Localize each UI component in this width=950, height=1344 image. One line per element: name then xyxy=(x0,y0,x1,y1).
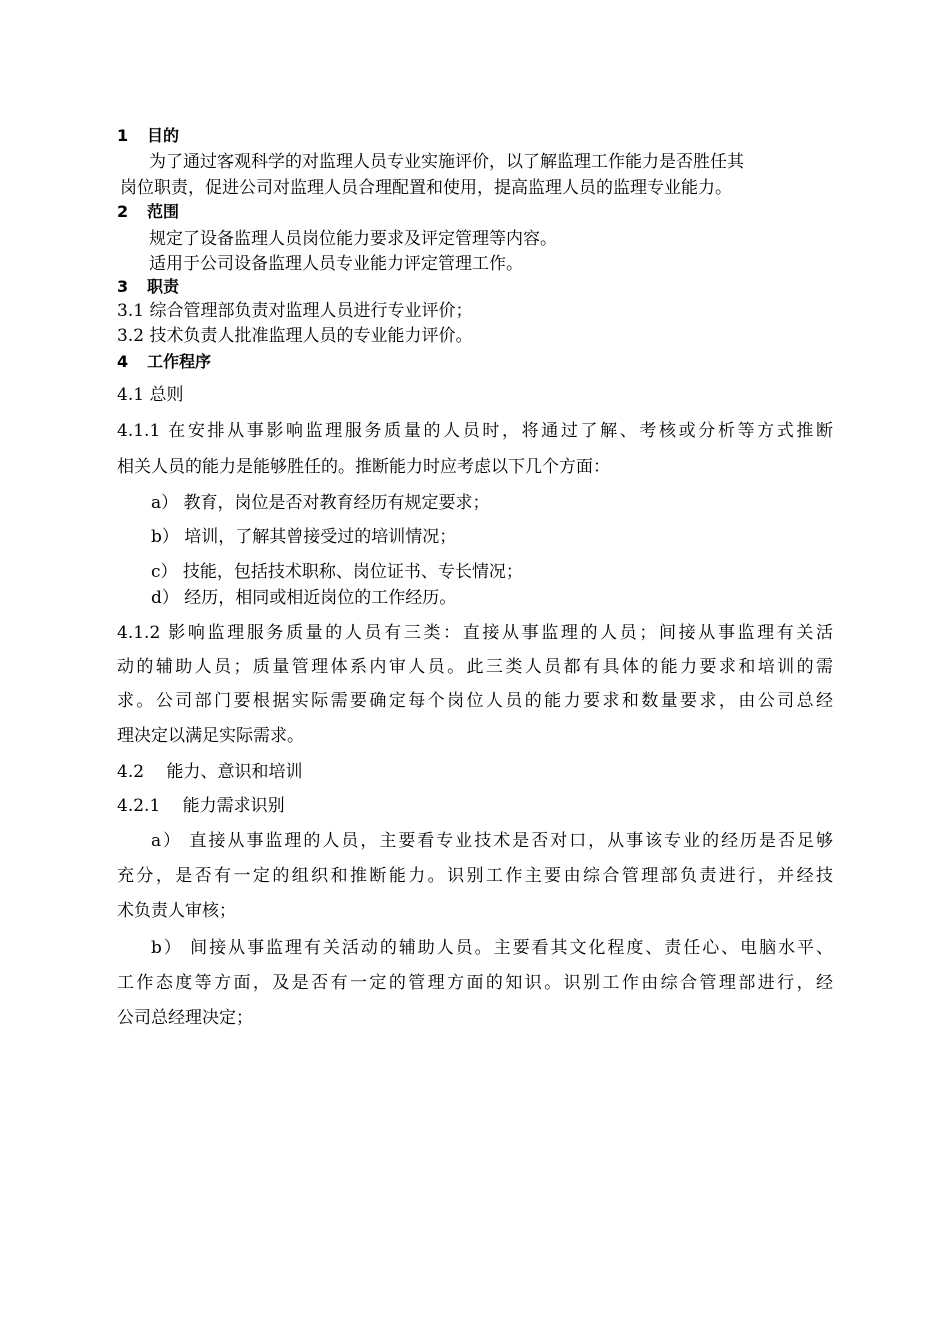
section-4-1-2-line-2: 动的辅助人员；质量管理体系内审人员。此三类人员都有具体的能力要求和培训的需 xyxy=(117,657,833,677)
section-4-2-1-title: 4.2.1 能力需求识别 xyxy=(117,796,285,816)
section-4-heading xyxy=(117,351,211,373)
section-1-heading xyxy=(117,125,179,147)
section-1-paragraph-line-1: 为了通过客观科学的对监理人员专业实施评价，以了解监理工作能力是否胜任其 xyxy=(149,152,744,172)
section-1-title: 目的 xyxy=(147,126,180,145)
section-1-paragraph-line-2: 岗位职责，促进公司对监理人员合理配置和使用，提高监理人员的监理专业能力。 xyxy=(120,178,732,198)
section-4-2-title: 4.2 能力、意识和培训 xyxy=(117,762,303,782)
list-item-a: a） 教育，岗位是否对教育经历有规定要求； xyxy=(151,493,490,513)
section-3-item-1: 3.1 综合管理部负责对监理人员进行专业评价； xyxy=(117,301,473,321)
section-4-1-2-line-1: 4.1.2 影响监理服务质量的人员有三类：直接从事监理的人员；间接从事监理有关活 xyxy=(117,623,833,643)
section-4-1-1-line-2: 相关人员的能力是能够胜任的。推断能力时应考虑以下几个方面： xyxy=(117,457,610,477)
list-item-d: d） 经历，相同或相近岗位的工作经历。 xyxy=(151,588,457,608)
section-4-2-1-a-line-1: a） 直接从事监理的人员，主要看专业技术是否对口，从事该专业的经历是否足够 xyxy=(151,831,833,851)
section-3-item-2: 3.2 技术负责人批准监理人员的专业能力评价。 xyxy=(117,326,473,346)
section-4-1-2-line-3: 求。公司部门要根据实际需要确定每个岗位人员的能力要求和数量要求，由公司总经 xyxy=(117,691,833,711)
section-3-heading xyxy=(117,276,179,298)
section-3-number: 3 xyxy=(117,277,129,296)
section-4-2-1-b-line-1: b） 间接从事监理有关活动的辅助人员。主要看其文化程度、责任心、电脑水平、 xyxy=(151,938,833,958)
section-4-2-1-b-line-3: 公司总经理决定； xyxy=(117,1008,253,1028)
section-2-title: 范围 xyxy=(147,202,180,221)
section-4-title: 工作程序 xyxy=(147,352,212,371)
section-2-paragraph-line-1: 规定了设备监理人员岗位能力要求及评定管理等内容。 xyxy=(149,229,557,249)
section-4-2-1-b-line-2: 工作态度等方面，及是否有一定的管理方面的知识。识别工作由综合管理部进行，经 xyxy=(117,973,833,993)
section-1-number: 1 xyxy=(117,126,129,145)
list-item-b: b） 培训，了解其曾接受过的培训情况； xyxy=(151,527,457,547)
section-4-1-1-line-1: 4.1.1 在安排从事影响监理服务质量的人员时，将通过了解、考核或分析等方式推断 xyxy=(117,421,833,441)
section-2-paragraph-line-2: 适用于公司设备监理人员专业能力评定管理工作。 xyxy=(149,254,523,274)
section-4-2-1-a-line-2: 充分，是否有一定的组织和推断能力。识别工作主要由综合管理部负责进行，并经技 xyxy=(117,866,833,886)
section-4-1-title: 4.1 总则 xyxy=(117,385,184,405)
section-4-2-1-a-line-3: 术负责人审核； xyxy=(117,901,236,921)
section-4-1-2-line-4: 理决定以满足实际需求。 xyxy=(117,726,304,746)
section-2-number: 2 xyxy=(117,202,129,221)
section-2-heading xyxy=(117,201,179,223)
list-item-c: c） 技能，包括技术职称、岗位证书、专长情况； xyxy=(151,562,523,582)
section-3-title: 职责 xyxy=(147,277,180,296)
section-4-number: 4 xyxy=(117,352,129,371)
